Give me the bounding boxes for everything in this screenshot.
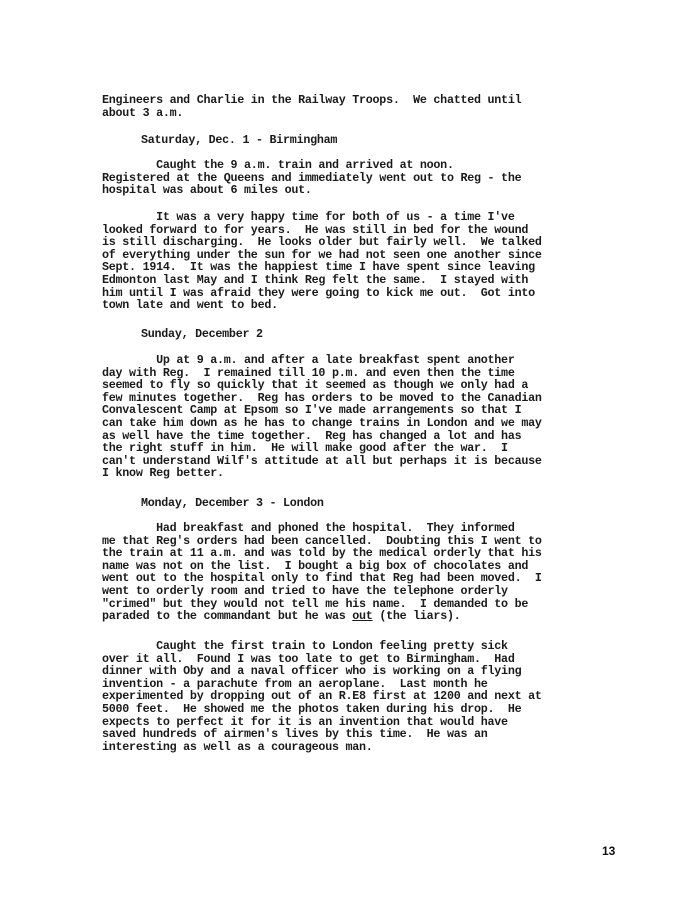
line: "crimed" but they would not tell me his name. I demanded to be xyxy=(102,596,529,611)
line: went out to the hospital only to find that Reg had been moved. I xyxy=(102,571,542,586)
line: as well have the time together. Reg has changed a lot and has xyxy=(102,428,522,443)
line: went to orderly room and tried to have the telephone orderly xyxy=(102,583,508,598)
line: me that Reg's orders had been cancelled. Doubting this I went to xyxy=(102,533,542,548)
line: Had breakfast and phoned the hospital. They informed xyxy=(102,521,515,535)
heading-sunday: Sunday, December 2 xyxy=(141,327,263,341)
line: I know Reg better. xyxy=(102,466,224,481)
paragraph-sunday xyxy=(102,354,622,480)
line: It was a very happy time for both of us - a time I've xyxy=(102,210,515,224)
line: Edmonton last May and I think Reg felt the same. I stayed with xyxy=(102,272,529,287)
line: looked forward to for years. He was still in bed for the wound xyxy=(102,222,529,237)
line: Convalescent Camp at Epsom so I've made arrangements so that I xyxy=(102,403,522,418)
line: name was not on the list. I bought a big box of chocolates and xyxy=(102,558,529,573)
line: paraded to the commandant but he was xyxy=(102,609,353,624)
line: 5000 feet. He showed me the photos taken during his drop. He xyxy=(102,701,522,716)
line: few minutes together. Reg has orders to be moved to the Canadian xyxy=(102,390,542,405)
paragraph-monday-2 xyxy=(102,640,622,753)
heading-saturday: Saturday, Dec. 1 - Birmingham xyxy=(141,133,338,147)
underlined-word: out xyxy=(352,609,373,624)
line: can't understand Wilf's attitude at all but perhaps it is because xyxy=(102,453,542,468)
line: the train at 11 a.m. and was told by the medical orderly that his xyxy=(102,546,542,561)
paragraph-intro xyxy=(102,94,622,119)
heading-monday: Monday, December 3 - London xyxy=(141,496,324,510)
line: town late and went to bed. xyxy=(102,298,278,313)
line: Sept. 1914. It was the happiest time I have spent since leaving xyxy=(102,260,535,275)
line: over it all. Found I was too late to get to Birmingham. Had xyxy=(102,651,515,666)
line: the right stuff in him. He will make good after the war. I xyxy=(102,441,508,456)
line: Caught the first train to London feeling pretty sick xyxy=(102,639,508,653)
line: about 3 a.m. xyxy=(102,105,184,120)
line: is still discharging. He looks older but fairly well. We talked xyxy=(102,235,542,250)
line: dinner with Oby and a naval officer who is working on a flying xyxy=(102,664,522,679)
line: Caught the 9 a.m. train and arrived at noon. xyxy=(102,158,454,172)
line: interesting as well as a courageous man. xyxy=(102,739,373,754)
paragraph-saturday-2 xyxy=(102,211,622,312)
line: invention - a parachute from an aeroplane. Last month he xyxy=(102,676,488,691)
line: can take him down as he has to change trains in London and we may xyxy=(102,415,542,430)
line: expects to perfect it for it is an invention that would have xyxy=(102,714,508,729)
line: hospital was about 6 miles out. xyxy=(102,183,312,198)
line-tail: (the liars). xyxy=(372,609,461,624)
line: saved hundreds of airmen's lives by this time. He was an xyxy=(102,727,488,742)
line: Registered at the Queens and immediately went out to Reg - the xyxy=(102,170,522,185)
line: of everything under the sun for we had not seen one another since xyxy=(102,247,542,262)
paragraph-monday-1 xyxy=(102,522,622,623)
page-number: 13 xyxy=(602,844,616,858)
line: him until I was afraid they were going to kick me out. Got into xyxy=(102,285,535,300)
line: Up at 9 a.m. and after a late breakfast spent another xyxy=(102,353,515,367)
line: seemed to fly so quickly that it seemed as though we only had a xyxy=(102,378,529,393)
line: day with Reg. I remained till 10 p.m. and even then the time xyxy=(102,365,515,380)
line: experimented by dropping out of an R.E8 first at 1200 and next at xyxy=(102,689,542,704)
paragraph-saturday-1 xyxy=(102,159,622,197)
line: Engineers and Charlie in the Railway Troops. We chatted until xyxy=(102,93,522,107)
